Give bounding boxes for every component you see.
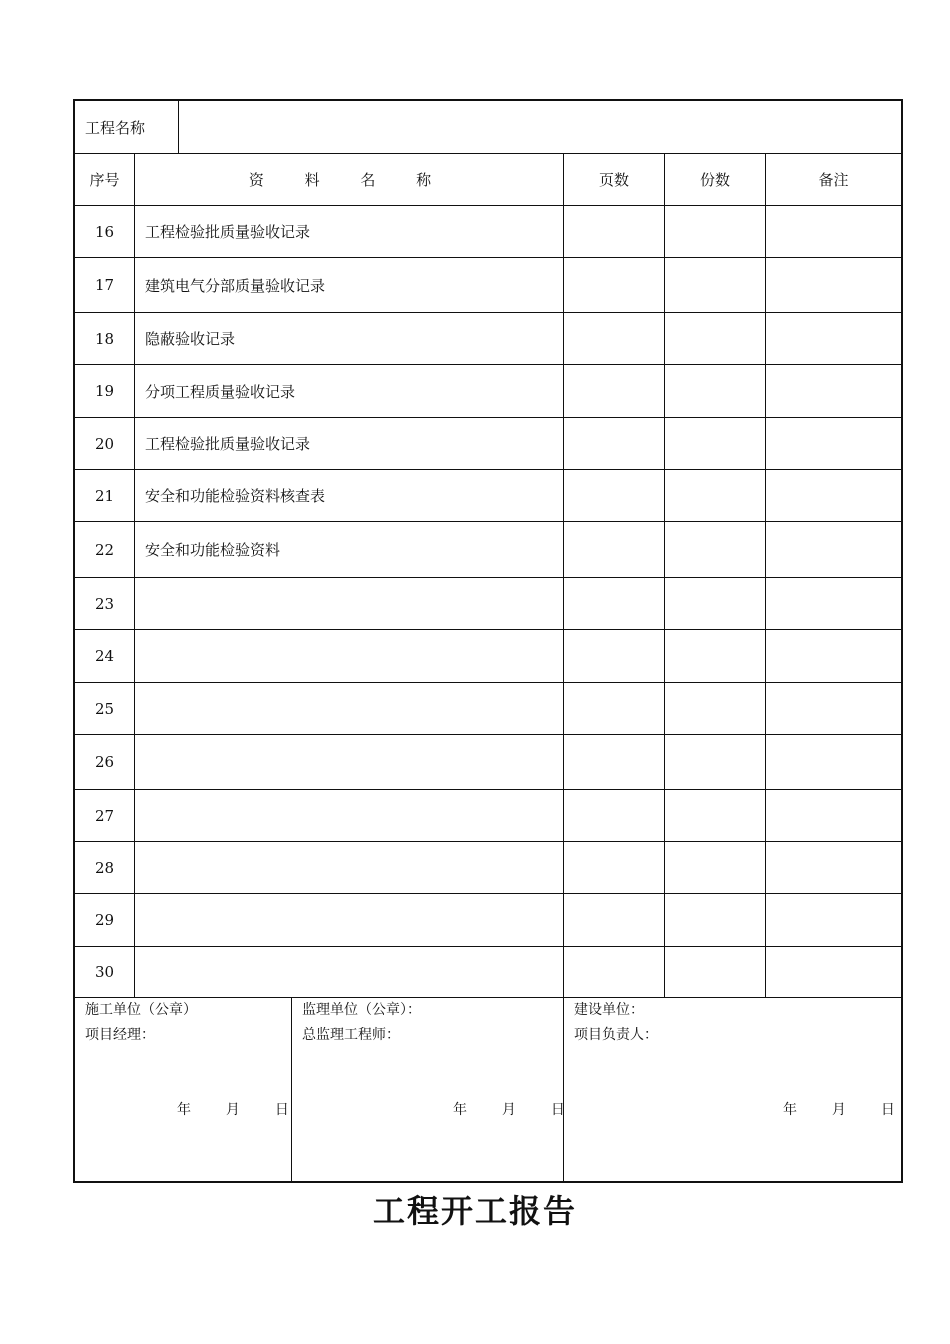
row-document-name: 工程检验批质量验收记录 xyxy=(134,206,563,257)
row-number: 27 xyxy=(94,806,115,825)
row-pages xyxy=(563,206,664,257)
row-pages xyxy=(563,522,664,577)
row-copies xyxy=(664,735,765,789)
row-document-name xyxy=(134,894,563,946)
row-remarks xyxy=(765,206,901,257)
row-pages xyxy=(563,418,664,469)
row-document-name xyxy=(134,683,563,734)
table-row xyxy=(75,947,901,998)
row-number: 18 xyxy=(94,329,115,348)
header-pages: 页数 xyxy=(563,154,664,205)
row-copies xyxy=(664,313,765,364)
header-remarks: 备注 xyxy=(765,154,901,205)
header-copies: 份数 xyxy=(664,154,765,205)
header-name: 资 料 名 称 xyxy=(134,154,563,205)
row-remarks xyxy=(765,842,901,893)
supervisor-person-label: 总监理工程师： xyxy=(302,1027,400,1043)
contractor-unit-label: 施工单位（公章） xyxy=(85,1002,197,1018)
project-name-value xyxy=(178,101,901,153)
row-copies xyxy=(664,894,765,946)
report-title: 工程开工报告 xyxy=(372,1192,577,1230)
row-pages xyxy=(563,258,664,312)
supervisor-unit-label: 监理单位（公章）： xyxy=(302,1002,421,1018)
row-number: 19 xyxy=(94,382,115,400)
date-month: 月 xyxy=(501,1102,516,1118)
row-number: 25 xyxy=(94,699,115,718)
owner-unit-label: 建设单位： xyxy=(574,1002,644,1018)
row-number: 20 xyxy=(94,434,115,453)
table-row xyxy=(75,735,901,790)
date-day: 日 xyxy=(880,1102,895,1118)
supervisor-date xyxy=(453,1098,565,1123)
row-remarks xyxy=(765,258,901,312)
row-number: 23 xyxy=(94,594,115,613)
row-remarks xyxy=(765,790,901,841)
row-document-name xyxy=(134,947,563,997)
row-copies xyxy=(664,206,765,257)
row-copies xyxy=(664,842,765,893)
header-no: 序号 xyxy=(89,171,120,189)
project-name-row xyxy=(75,101,901,154)
row-document-name xyxy=(134,735,563,789)
row-document-name: 安全和功能检验资料 xyxy=(134,522,563,577)
row-copies xyxy=(664,418,765,469)
row-document-name xyxy=(134,578,563,629)
row-copies xyxy=(664,947,765,997)
date-day: 日 xyxy=(550,1102,565,1118)
row-pages xyxy=(563,365,664,417)
row-number: 28 xyxy=(94,858,115,877)
row-copies xyxy=(664,365,765,417)
owner-date xyxy=(783,1098,895,1123)
contractor-person-label: 项目经理： xyxy=(85,1027,155,1043)
row-remarks xyxy=(765,683,901,734)
row-pages xyxy=(563,630,664,682)
row-copies xyxy=(664,578,765,629)
row-pages xyxy=(563,683,664,734)
table-row xyxy=(75,522,901,578)
row-remarks xyxy=(765,365,901,417)
table-row xyxy=(75,578,901,630)
table-row xyxy=(75,470,901,522)
table-row xyxy=(75,894,901,947)
row-document-name: 建筑电气分部质量验收记录 xyxy=(134,258,563,312)
row-number: 29 xyxy=(94,911,115,929)
row-copies xyxy=(664,522,765,577)
row-remarks xyxy=(765,630,901,682)
table-row xyxy=(75,630,901,683)
row-pages xyxy=(563,578,664,629)
row-remarks xyxy=(765,313,901,364)
row-remarks xyxy=(765,947,901,997)
date-year: 年 xyxy=(177,1102,191,1118)
row-pages xyxy=(563,735,664,789)
row-pages xyxy=(563,947,664,997)
row-document-name: 隐蔽验收记录 xyxy=(134,313,563,364)
row-document-name xyxy=(134,842,563,893)
row-copies xyxy=(664,470,765,521)
row-pages xyxy=(563,842,664,893)
date-year: 年 xyxy=(453,1102,467,1118)
row-document-name xyxy=(134,790,563,841)
supervisor-signature xyxy=(291,998,563,1181)
date-month: 月 xyxy=(225,1102,240,1118)
owner-signature xyxy=(563,998,901,1181)
row-pages xyxy=(563,470,664,521)
row-remarks xyxy=(765,522,901,577)
row-copies xyxy=(664,683,765,734)
row-number: 26 xyxy=(94,753,115,771)
row-copies xyxy=(664,630,765,682)
date-day: 日 xyxy=(274,1102,289,1118)
table-row xyxy=(75,418,901,470)
date-year: 年 xyxy=(783,1102,797,1118)
table-row xyxy=(75,313,901,365)
table-row xyxy=(75,790,901,842)
row-copies xyxy=(664,790,765,841)
project-name-label: 工程名称 xyxy=(85,118,146,137)
row-pages xyxy=(563,790,664,841)
row-remarks xyxy=(765,418,901,469)
contractor-date xyxy=(177,1098,289,1123)
row-number: 21 xyxy=(94,486,115,505)
row-number: 17 xyxy=(94,276,115,294)
row-copies xyxy=(664,258,765,312)
row-remarks xyxy=(765,470,901,521)
table-row xyxy=(75,258,901,313)
contractor-signature xyxy=(75,998,291,1181)
table-row xyxy=(75,842,901,894)
row-pages xyxy=(563,313,664,364)
table-row xyxy=(75,683,901,735)
date-month: 月 xyxy=(831,1102,846,1118)
table-header xyxy=(75,154,901,206)
row-number: 30 xyxy=(94,963,115,981)
row-remarks xyxy=(765,578,901,629)
table-row xyxy=(75,206,901,258)
table-row xyxy=(75,365,901,418)
row-number: 24 xyxy=(94,647,115,665)
row-document-name: 分项工程质量验收记录 xyxy=(134,365,563,417)
document-form xyxy=(73,99,903,1183)
row-pages xyxy=(563,894,664,946)
row-remarks xyxy=(765,735,901,789)
row-document-name xyxy=(134,630,563,682)
owner-person-label: 项目负责人： xyxy=(574,1027,658,1043)
row-document-name: 工程检验批质量验收记录 xyxy=(134,418,563,469)
row-document-name: 安全和功能检验资料核查表 xyxy=(134,470,563,521)
row-number: 16 xyxy=(94,222,115,241)
row-number: 22 xyxy=(94,540,115,559)
row-remarks xyxy=(765,894,901,946)
